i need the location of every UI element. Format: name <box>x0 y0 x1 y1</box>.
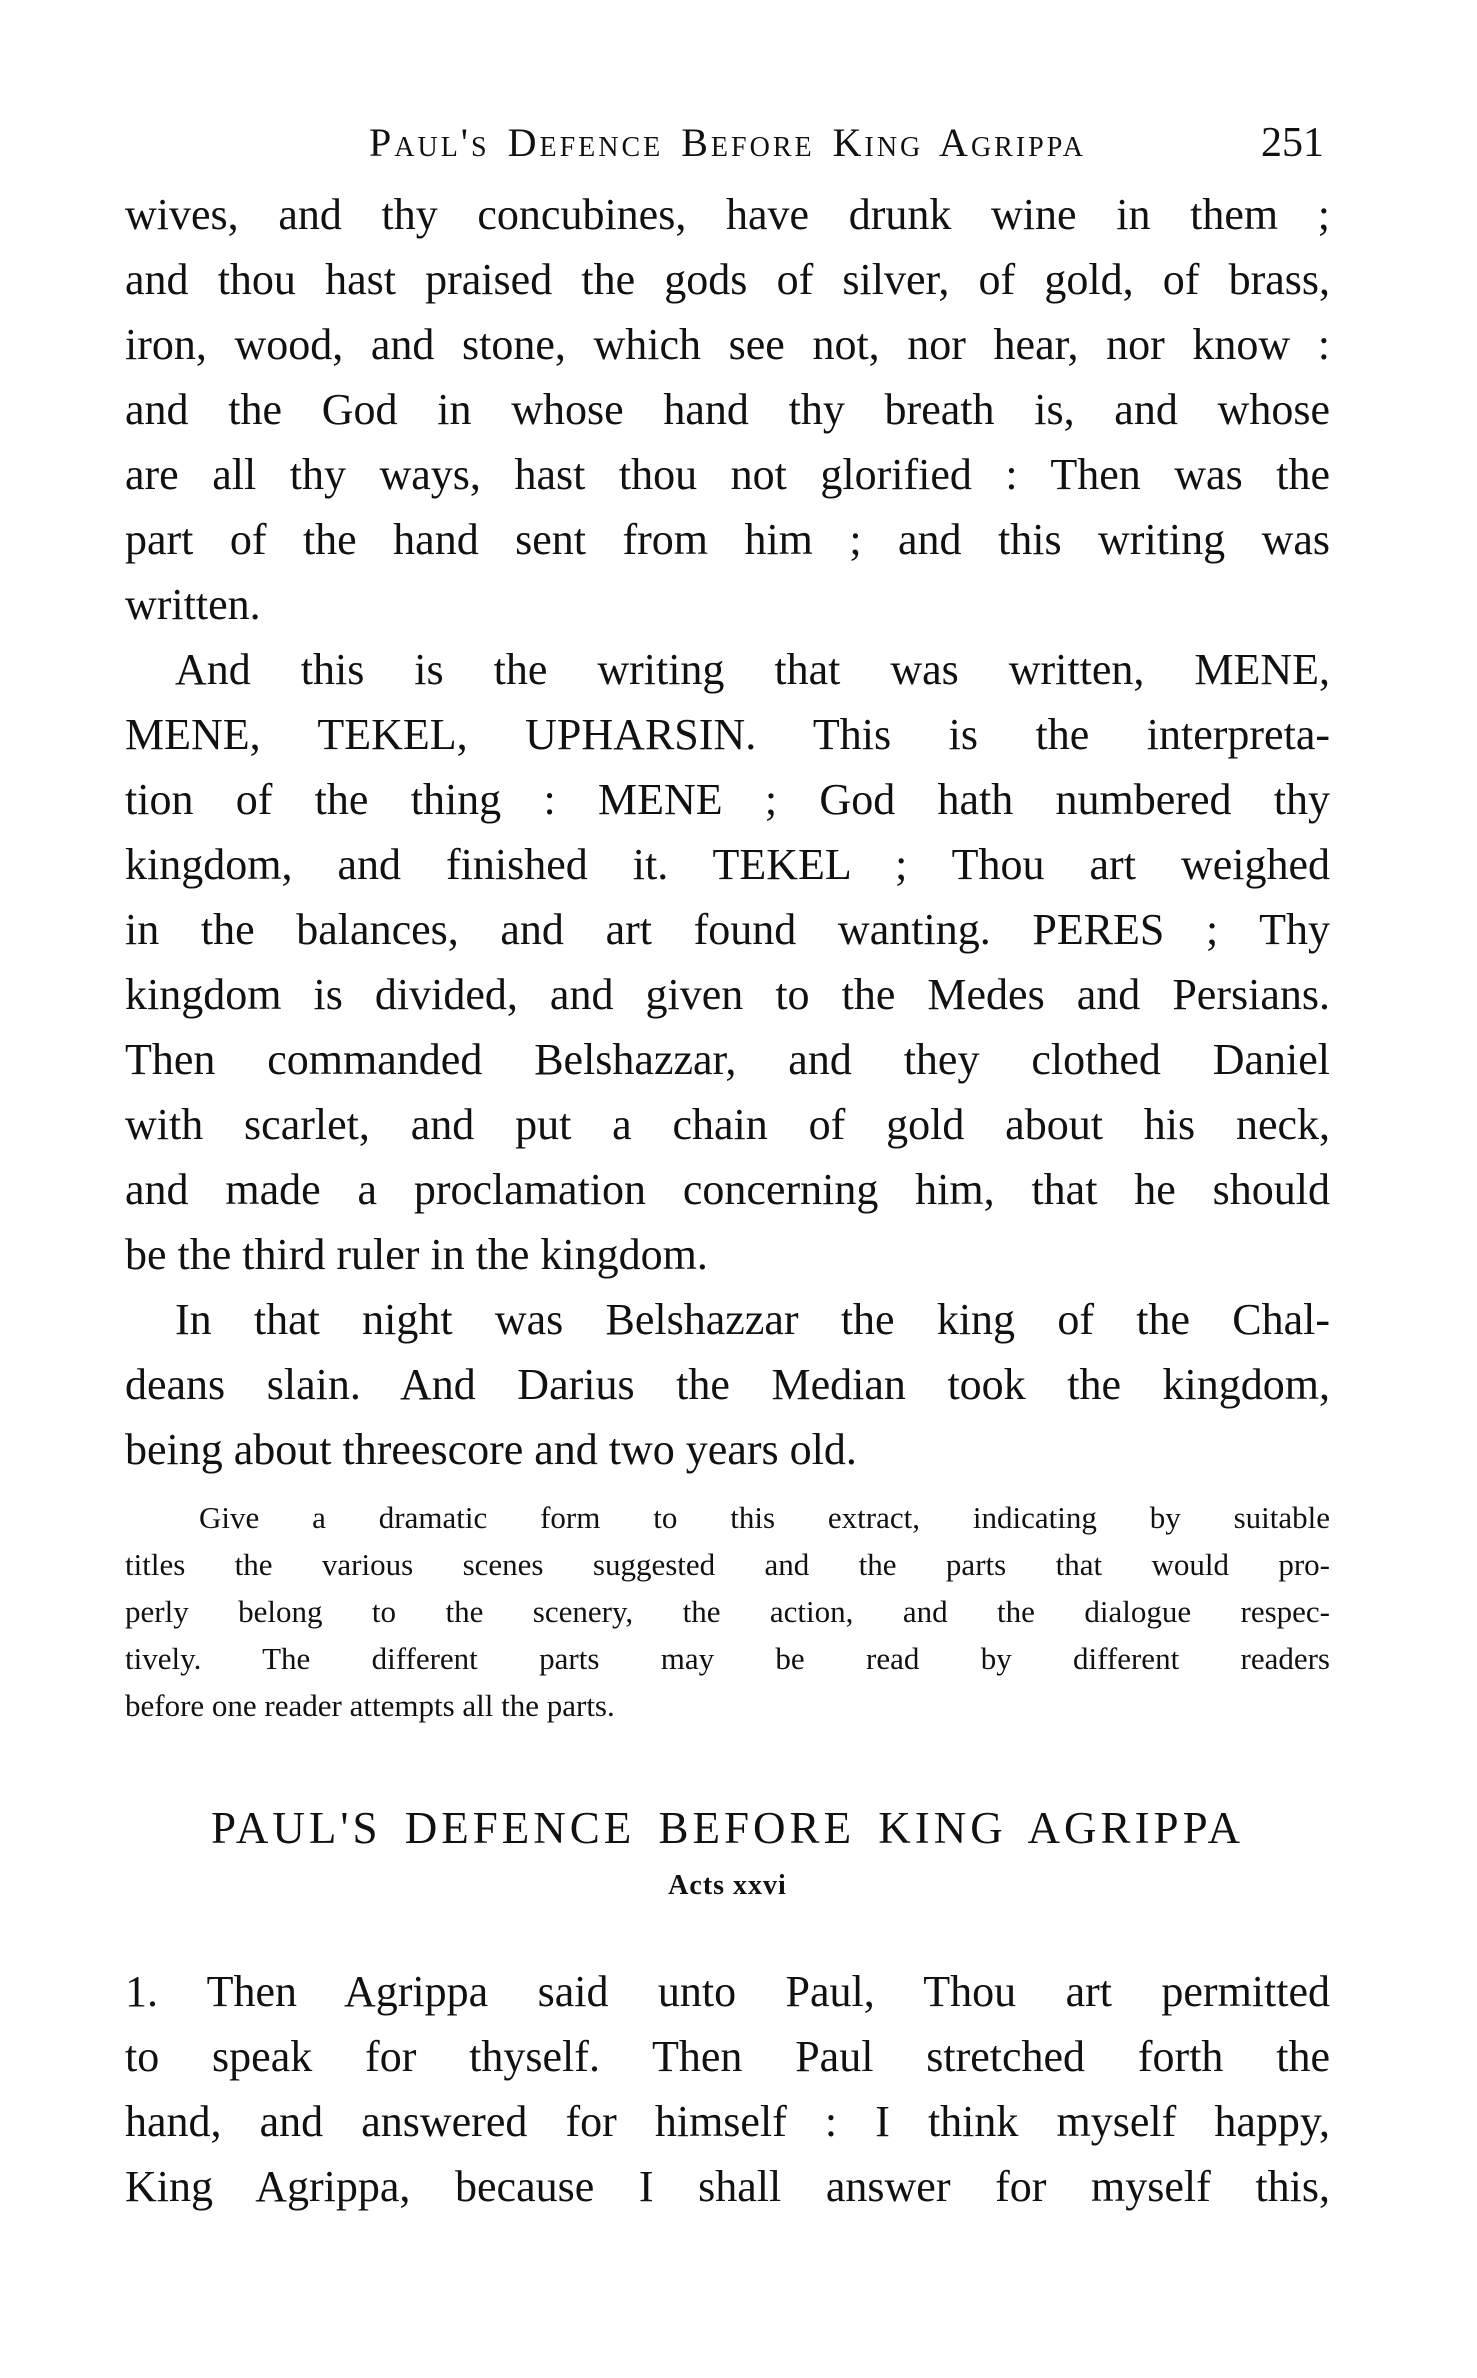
text-line: in the balances, and art found wanting. PERES ; Thy <box>125 905 1330 954</box>
paragraph-agrippa-verse-1 <box>125 1959 1330 2219</box>
page-number: 251 <box>1261 120 1324 166</box>
section-title: PAUL'S DEFENCE BEFORE KING AGRIPPA <box>211 1803 1244 1853</box>
text-line: perly belong to the scenery, the action, and the dialogue respec- <box>125 1594 1330 1629</box>
text-line: kingdom, and finished it. TEKEL ; Thou art weighed <box>125 840 1330 889</box>
text-line: with scarlet, and put a chain of gold about his neck, <box>125 1100 1330 1149</box>
paragraph-mene-tekel <box>125 637 1330 1287</box>
text-line: King Agrippa, because I shall answer for myself this, <box>125 2162 1330 2211</box>
text-line: In that night was Belshazzar the king of the Chal- <box>175 1295 1330 1344</box>
text-line: part of the hand sent from him ; and this writing was <box>125 515 1330 564</box>
text-line: deans slain. And Darius the Median took the kingdom, <box>125 1360 1330 1409</box>
text-line: and the God in whose hand thy breath is, and whose <box>125 385 1330 434</box>
text-line: are all thy ways, hast thou not glorified : Then was the <box>125 450 1330 499</box>
instruction-note-paragraph <box>125 1494 1330 1729</box>
paragraph-darius <box>125 1287 1330 1482</box>
text-line: 1. Then Agrippa said unto Paul, Thou art permitted <box>125 1967 1330 2016</box>
verse-text <box>125 1959 1330 2219</box>
running-head-title: Paul's Defence Before King Agrippa <box>369 120 1086 165</box>
text-line: and thou hast praised the gods of silver, of gold, of brass, <box>125 255 1330 304</box>
text-line: wives, and thy concubines, have drunk wine in them ; <box>125 190 1330 239</box>
text-line: before one reader attempts all the parts. <box>125 1688 615 1723</box>
text-line: Give a dramatic form to this extract, indicating by suitable <box>199 1500 1330 1535</box>
text-line: written. <box>125 580 261 629</box>
section-subtitle: Acts xxvi <box>668 1870 787 1901</box>
text-line: hand, and answered for himself : I think myself happy, <box>125 2097 1330 2146</box>
text-line: Then commanded Belshazzar, and they clothed Daniel <box>125 1035 1330 1084</box>
body-text <box>125 182 1330 1482</box>
text-line: titles the various scenes suggested and the parts that would pro- <box>125 1547 1330 1582</box>
text-line: tion of the thing : MENE ; God hath numbered thy <box>125 775 1330 824</box>
text-line: to speak for thyself. Then Paul stretched forth the <box>125 2032 1330 2081</box>
text-line: iron, wood, and stone, which see not, nor hear, nor know : <box>125 320 1330 369</box>
instruction-note <box>125 1494 1330 1729</box>
text-line: kingdom is divided, and given to the Medes and Persians. <box>125 970 1330 1019</box>
text-block <box>125 0 1330 2219</box>
text-line: and made a proclamation concerning him, that he should <box>125 1165 1330 1214</box>
text-line: being about threescore and two years old. <box>125 1425 857 1474</box>
text-line: be the third ruler in the kingdom. <box>125 1230 708 1279</box>
text-line: MENE, TEKEL, UPHARSIN. This is the interpreta- <box>125 710 1330 759</box>
text-line: tively. The different parts may be read by different readers <box>125 1641 1330 1676</box>
paragraph-belshazzar-1 <box>125 182 1330 637</box>
running-head <box>125 118 1330 168</box>
text-line: And this is the writing that was written, MENE, <box>175 645 1330 694</box>
